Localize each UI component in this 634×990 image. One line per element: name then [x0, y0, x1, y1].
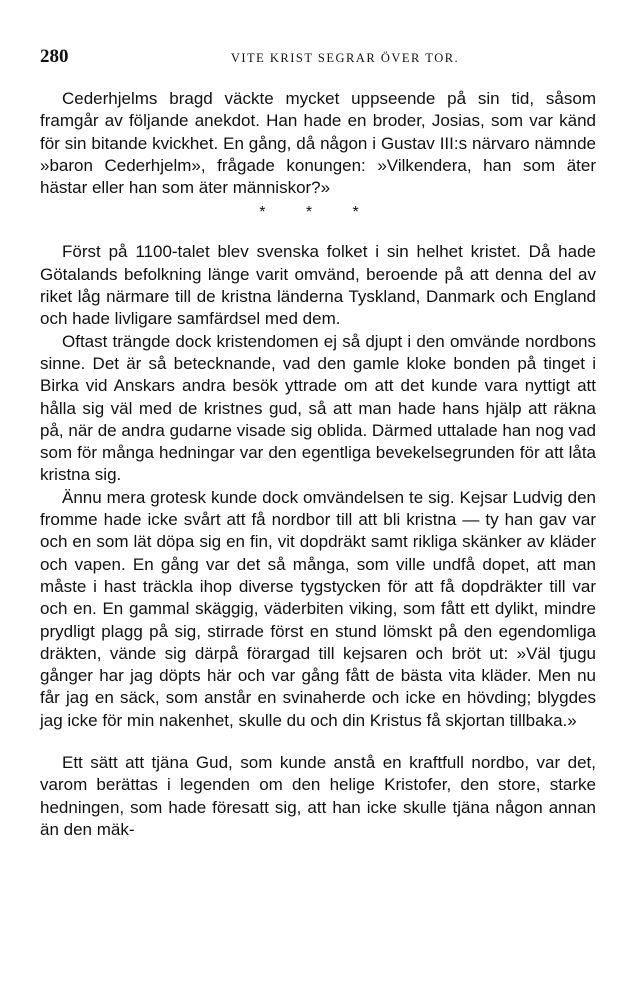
spacer	[40, 732, 596, 752]
spacer	[40, 231, 596, 241]
running-head: VITE KRIST SEGRAR ÖVER TOR.	[230, 51, 460, 65]
paragraph-kristofer: Ett sätt att tjäna Gud, som kunde anstå en kraftfull nordbo, var det, varom berättas i legenden om den helige Kristofer, den store, starke hedningen, som hade föresatt sig, att han icke skulle tjäna någon annan än den mäk-	[40, 753, 596, 839]
paragraph-ludvig: Ännu mera grotesk kunde dock omvändelsen te sig. Kejsar Ludvig den fromme hade icke svårt att få nordbor till att bli kristna — ty han gav var och en som lät döpa sig en fin, vit dopdräkt samt rikliga skänker av kläder och vapen. En gång var det så många, som ville undfå dopet, att man måste i hast träckla ihop diverse tygstycken för att få dopdräkter till var och en. En gammal skäggig, väderbiten viking, som fått ett dylikt, mindre prydligt plagg på sig, stirrade först en stund lömskt på den egendomliga dräkten, vände sig därpå förargad till kejsaren och bröt ut: »Väl tjugu gånger har jag döpts här och var gång fått de bästa vita kläder. Men nu får jag en säck, som anstår en svinaherde och icke en hövding; blygdes jag icke för min nakenhet, skulle du och din Kristus få skjortan tillbaka.»	[40, 487, 596, 730]
section-separator: * * *	[259, 204, 377, 222]
paragraph-anecdote: Cederhjelms bragd väckte mycket uppseende på sin tid, såsom framgår av följande anekdot. Han hade en broder, Josias, som var känd för sin bitande kvickhet. En gång, då någon i Gustav III:s närvaro nämnde »baron Cederhjelm», frågade konungen: »Vilkendera, han som äter hästar eller han som äter människor?»	[40, 89, 596, 198]
body-text	[40, 88, 596, 841]
paragraph-conversion: Oftast trängde dock kristendomen ej så djupt i den omvände nordbons sinne. Det är så betecknande, vad den gamle kloke bonden på tinget i Birka vid Anskars andra besök yttrade om att det kunde vara nyttigt att hålla sig väl med de kristnes gud, så att man hade hans hjälp att räkna på, när de andra gudarne visade sig oblida. Därmed uttalade han nog vad som för många hedningar var den egentliga bevekelsegrunden för att låta kristna sig.	[40, 331, 596, 485]
page-number: 280	[40, 46, 69, 67]
paragraph-christianization: Först på 1100-talet blev svenska folket i sin helhet kristet. Då hade Götalands befolkning länge varit omvänd, beroende på att denna del av riket låg närmare till de kristna länderna Tyskland, Danmark och England och hade livligare samfärdsel med dem.	[40, 242, 596, 329]
page-header	[40, 46, 600, 76]
